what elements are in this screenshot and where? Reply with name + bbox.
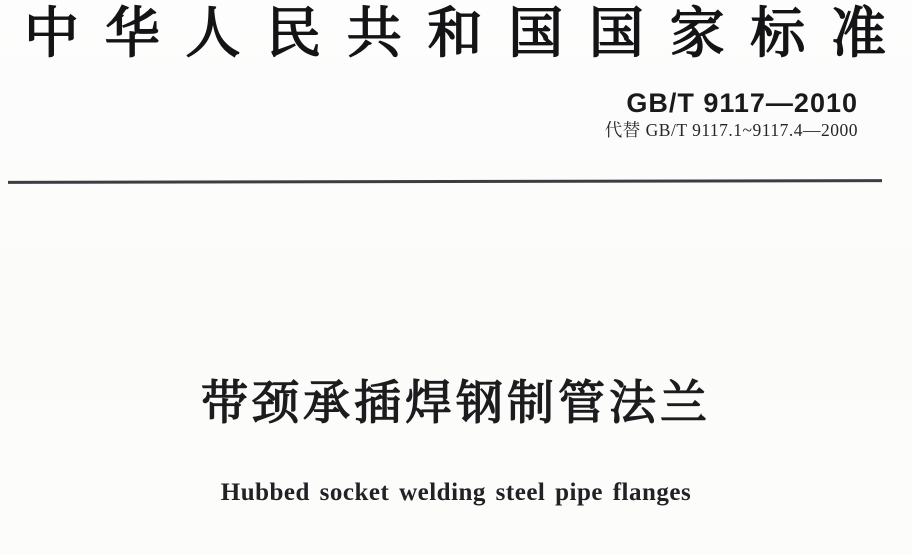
standard-code: GB/T 9117—2010 — [626, 88, 858, 118]
standard-code-block — [605, 88, 858, 141]
replaced-standards-note: 代替 GB/T 9117.1~9117.4—2000 — [604, 120, 858, 140]
document-title-english: Hubbed socket welding steel pipe flanges — [220, 479, 692, 506]
header-divider-rule — [8, 179, 882, 184]
national-standard-heading: 中华人民共和国国家标准 — [24, 3, 886, 64]
document-title-chinese: 带颈承插焊钢制管法兰 — [201, 376, 711, 429]
